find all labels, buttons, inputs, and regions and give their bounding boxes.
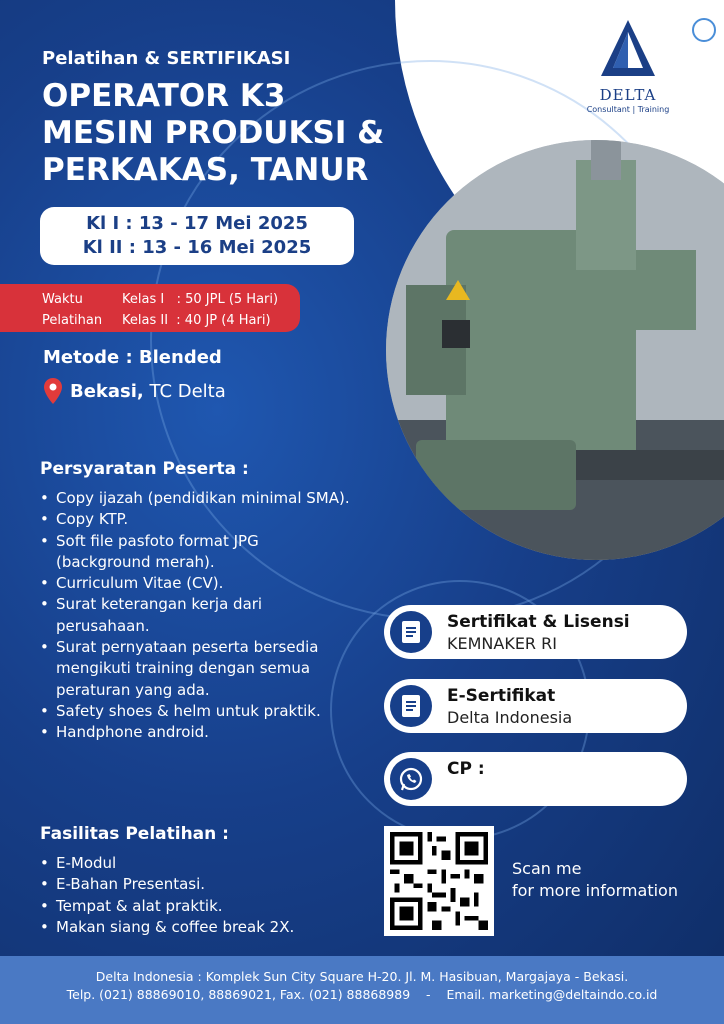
- list-item: • Makan siang & coffee break 2X.: [40, 917, 350, 938]
- card-title: E-Sertifikat: [447, 686, 556, 706]
- title-line: MESIN PRODUKSI &: [42, 115, 385, 151]
- delta-triangle-icon: [599, 18, 657, 80]
- footer-address: Delta Indonesia : Komplek Sun City Square H-20. Jl. M. Hasibuan, Margajaya - Bekasi.: [95, 969, 629, 984]
- list-item: • Safety shoes & helm untuk praktik.: [40, 701, 350, 722]
- list-item: • E-Bahan Presentasi.: [40, 874, 350, 895]
- card-subtitle: KEMNAKER RI: [447, 634, 557, 653]
- certificate-card: [384, 605, 687, 659]
- decorative-ring: [692, 18, 716, 42]
- kelas1-duration: Kelas I : 50 JPL (5 Hari): [122, 292, 279, 307]
- qr-line2: for more information: [512, 881, 678, 900]
- facilities-title: Fasilitas Pelatihan :: [40, 824, 229, 844]
- list-item: • Handphone android.: [40, 722, 350, 743]
- list-item: • Copy ijazah (pendidikan minimal SMA).: [40, 488, 350, 509]
- title-line: OPERATOR K3: [42, 78, 286, 114]
- list-item: • Surat keterangan kerja dari perusahaan.: [40, 594, 350, 637]
- training-time-box: [0, 284, 300, 332]
- pelatihan-label: Pelatihan: [42, 313, 103, 328]
- card-subtitle: Delta Indonesia: [447, 708, 573, 727]
- qr-line1: Scan me: [512, 859, 582, 878]
- date-kl2: Kl II : 13 - 16 Mei 2025: [82, 237, 312, 258]
- card-title: Sertifikat & Lisensi: [447, 612, 630, 632]
- page-title: [42, 78, 384, 189]
- location-place: TC Delta: [143, 380, 226, 402]
- list-item: • Surat pernyataan peserta bersedia mengikuti training dengan semua peraturan yang ada.: [40, 637, 350, 701]
- whatsapp-icon: [390, 758, 432, 800]
- method-text: Metode : Blended: [43, 347, 222, 368]
- location-city: Bekasi,: [70, 380, 144, 402]
- logo-tagline: Consultant | Training: [586, 105, 670, 114]
- date-box: [40, 207, 354, 265]
- document-icon: [390, 685, 432, 727]
- list-item: • Tempat & alat praktik.: [40, 896, 350, 917]
- subtitle: Pelatihan & SERTIFIKASI: [42, 48, 291, 69]
- requirements-list: [40, 488, 350, 744]
- location-pin-icon: [44, 378, 62, 404]
- list-item: • Copy KTP.: [40, 509, 350, 530]
- card-title: CP :: [447, 759, 485, 779]
- list-item: • Curriculum Vitae (CV).: [40, 573, 350, 594]
- kelas2-duration: Kelas II : 40 JP (4 Hari): [122, 313, 271, 328]
- title-line: PERKAKAS, TANUR: [42, 152, 369, 188]
- location: [44, 378, 226, 404]
- list-item: • E-Modul: [40, 853, 350, 874]
- footer: [0, 956, 724, 1024]
- list-item: • Soft file pasfoto format JPG (background merah).: [40, 531, 350, 574]
- qr-code[interactable]: [384, 826, 494, 936]
- footer-contact: Telp. (021) 88869010, 88869021, Fax. (021) 88868989 - Email. marketing@deltaindo.co.id: [66, 987, 658, 1002]
- requirements-title: Persyaratan Peserta :: [40, 459, 249, 479]
- contact-card: [384, 752, 687, 806]
- logo-name: DELTA: [599, 86, 657, 104]
- e-certificate-card: [384, 679, 687, 733]
- qr-caption: [512, 858, 678, 902]
- facilities-list: [40, 853, 350, 938]
- delta-logo: [583, 18, 673, 114]
- document-icon: [390, 611, 432, 653]
- waktu-label: Waktu: [42, 292, 83, 307]
- date-kl1: Kl I : 13 - 17 Mei 2025: [86, 213, 308, 234]
